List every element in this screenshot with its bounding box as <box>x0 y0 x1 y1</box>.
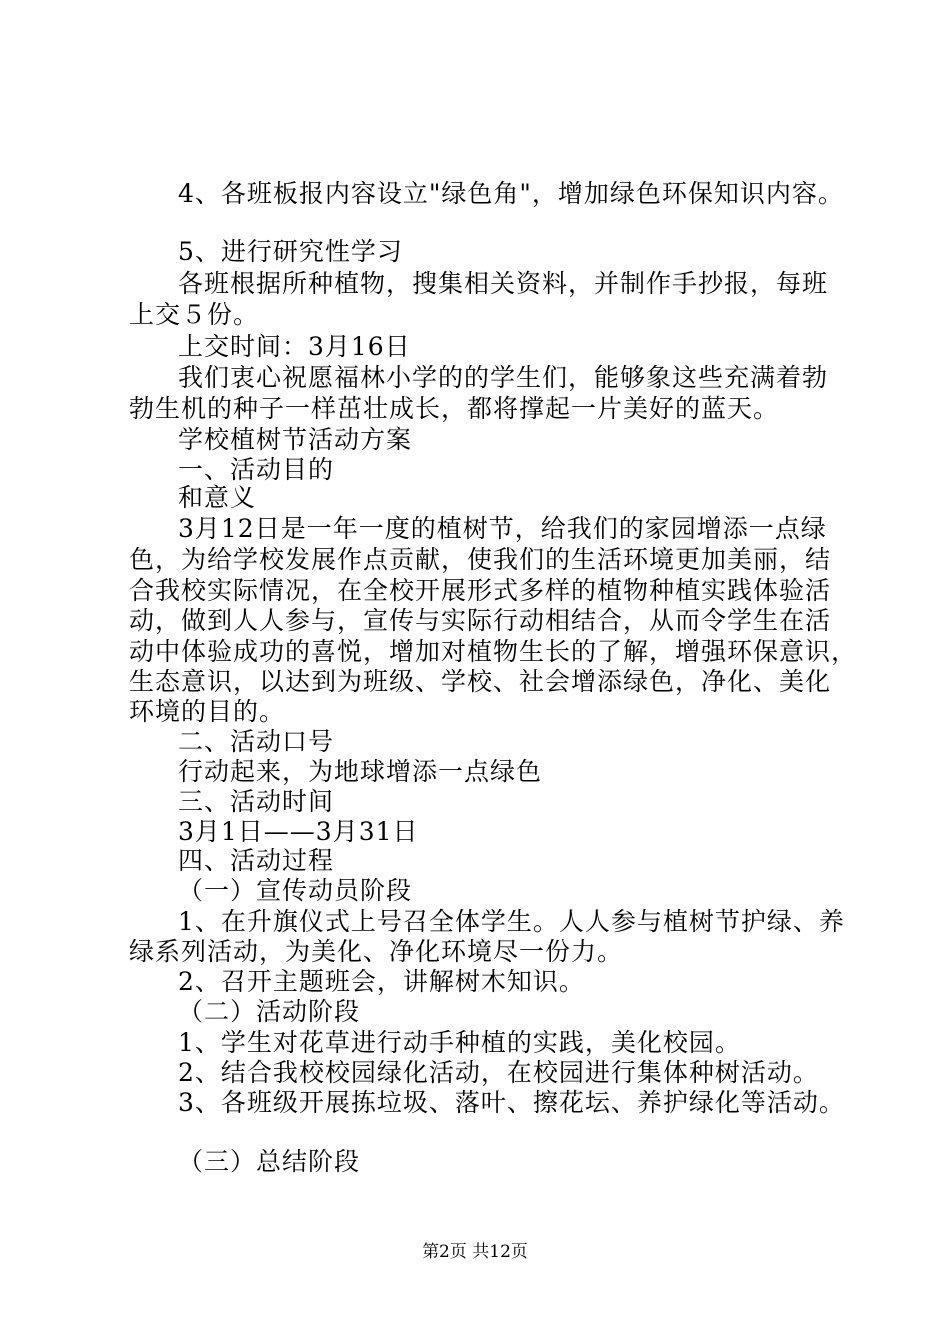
text-line: （二）活动阶段 <box>178 997 361 1026</box>
text-line: （一）宣传动员阶段 <box>178 876 413 905</box>
text-line: 和意义 <box>178 483 257 512</box>
text-line: 色，为给学校发展作点贡献，使我们的生活环境更加美丽，结 <box>129 545 832 574</box>
text-line: 上交时间：3月16日 <box>178 332 411 361</box>
text-line: 二、活动口号 <box>178 727 335 756</box>
text-line: 行动起来，为地球增添一点绿色 <box>178 757 543 786</box>
text-line: 环境的目的。 <box>129 697 286 726</box>
text-line: 生态意识，以达到为班级、学校、社会增添绿色，净化、美化 <box>129 667 832 696</box>
text-line: 动中体验成功的喜悦，增加对植物生长的了解，增强环保意识， <box>129 637 858 666</box>
text-line: 绿系列活动，为美化、净化环境尽一份力。 <box>129 937 624 966</box>
text-line: 2、召开主题班会，讲解树木知识。 <box>178 967 585 996</box>
text-line: 3、各班级开展拣垃圾、落叶、擦花坛、养护绿化等活动。 <box>178 1088 845 1117</box>
text-line: 1、在升旗仪式上号召全体学生。人人参与植树节护绿、养 <box>178 907 845 936</box>
page-number-footer: 第2页 共12页 <box>422 1242 528 1262</box>
text-line: 2、结合我校校园绿化活动，在校园进行集体种树活动。 <box>178 1058 819 1087</box>
text-line: 1、学生对花草进行动手种植的实践，美化校园。 <box>178 1028 741 1057</box>
text-line: 3月1日——3月31日 <box>178 817 419 846</box>
text-line: 学校植树节活动方案 <box>178 425 413 454</box>
text-line: 上交５份。 <box>129 300 260 329</box>
text-line: 一、活动目的 <box>178 455 335 484</box>
text-line: 四、活动过程 <box>178 846 335 875</box>
text-line: 各班根据所种植物，搜集相关资料，并制作手抄报，每班 <box>178 269 829 298</box>
text-line: 我们衷心祝愿福林小学的的学生们，能够象这些充满着勃 <box>178 363 829 392</box>
text-line: 5、进行研究性学习 <box>178 237 403 266</box>
text-line: 三、活动时间 <box>178 787 335 816</box>
text-line: 4、各班板报内容设立"绿色角"，增加绿色环保知识内容。 <box>178 179 844 208</box>
text-line: 3月12日是一年一度的植树节，给我们的家园增添一点绿 <box>178 514 827 543</box>
text-line: 勃生机的种子一样茁壮成长，都将撑起一片美好的蓝天。 <box>129 394 780 423</box>
text-line: 动，做到人人参与，宣传与实际行动相结合，从而令学生在活 <box>129 606 832 635</box>
text-line: （三）总结阶段 <box>178 1147 361 1176</box>
text-line: 合我校实际情况，在全校开展形式多样的植物种植实践体验活 <box>129 576 832 605</box>
